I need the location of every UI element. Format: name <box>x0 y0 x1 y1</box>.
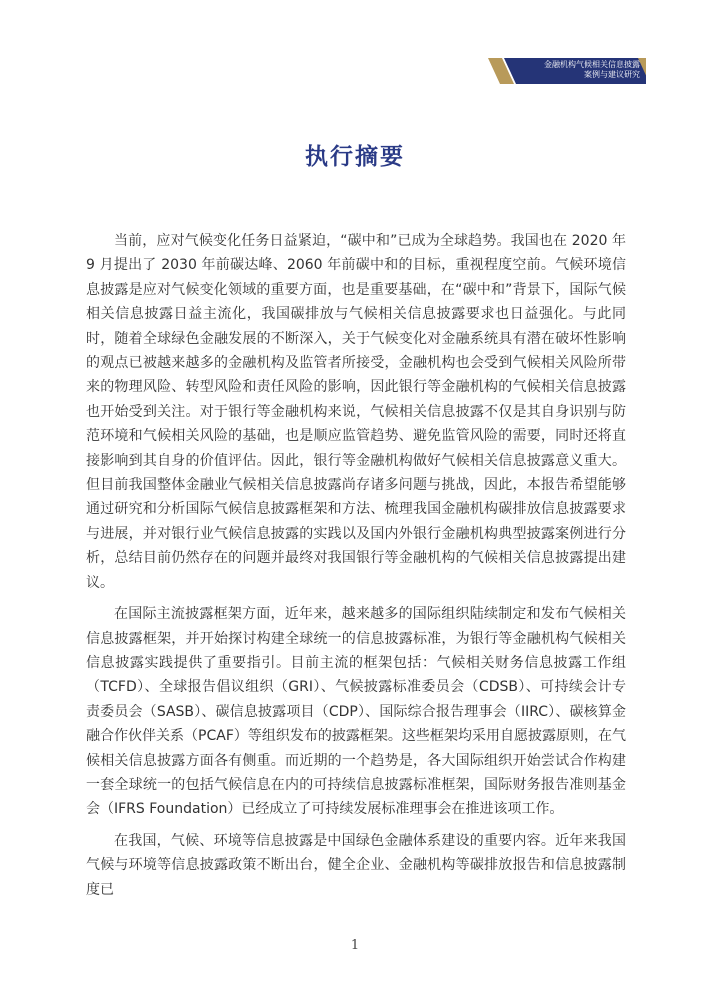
paragraph-1: 当前，应对气候变化任务日益紧迫，“碳中和”已成为全球趋势。我国也在 2020 年 9 月提出了 2030 年前碳达峰、2060 年前碳中和的目标，重视程度空前。气候环境信息披露是应对气候变化领域的重要方面，也是重要基础，在“碳中和”背景下，国际气候相关信息披露日益主流化，我国碳排放与气候相关信息披露要求也日益强化。与此同时，随着全球绿色金融发展的不断深入，关于气候变化对金融系统具有潜在破坏性影响的观点已被越来越多的金融机构及监管者所接受，金融机构也会受到气候相关风险所带来的物理风险、转型风险和责任风险的影响，因此银行等金融机构的气候相关信息披露也开始受到关注。对于银行等金融机构来说，气候相关信息披露不仅是其自身识别与防范环境和气候相关风险的基础，也是顺应监管趋势、避免监管风险的需要，同时还将直接影响到其自身的价值评估。因此，银行等金融机构做好气候相关信息披露意义重大。但目前我国整体金融业气候相关信息披露尚存诸多问题与挑战，因此，本报告希望能够通过研究和分析国际气候信息披露框架和方法、梳理我国金融机构碳排放信息披露要求与进展，并对银行业气候信息披露的实践以及国内外银行金融机构典型披露案例进行分析，总结目前仍然存在的问题并最终对我国银行等金融机构的气候相关信息披露提出建议。 <box>86 233 626 591</box>
paragraph-2: 在国际主流披露框架方面，近年来，越来越多的国际组织陆续制定和发布气候相关信息披露框架，并开始探讨构建全球统一的信息披露标准，为银行等金融机构气候相关信息披露实践提供了重要指引。目前主流的框架包括：气候相关财务信息披露工作组（TCFD）、全球报告倡议组织（GRI）、气候披露标准委员会（CDSB）、可持续会计专责委员会（SASB）、碳信息披露项目（CDP）、国际综合报告理事会（IIRC）、碳核算金融合作伙伴关系（PCAF）等组织发布的披露框架。这些框架均采用自愿披露原则，在气候相关信息披露方面各有侧重。而近期的一个趋势是，各大国际组织开始尝试合作构建一套全球统一的包括气候信息在内的可持续信息披露标准框架，国际财务报告准则基金会（IFRS Foundation）已经成立了可持续发展标准理事会在推进该项工作。 <box>86 606 626 818</box>
paragraph-3: 在我国，气候、环境等信息披露是中国绿色金融体系建设的重要内容。近年来我国气候与环境等信息披露政策不断出台，健全企业、金融机构等碳排放报告和信息披露制度已 <box>86 832 626 898</box>
body-text <box>86 229 626 909</box>
header-caption-line2: 案例与建议研究 <box>584 70 640 79</box>
page-number: 1 <box>350 938 360 953</box>
header-caption <box>520 60 640 80</box>
header-caption-line1: 金融机构气候相关信息披露 <box>544 60 640 69</box>
page-title: 执行摘要 <box>305 144 405 170</box>
